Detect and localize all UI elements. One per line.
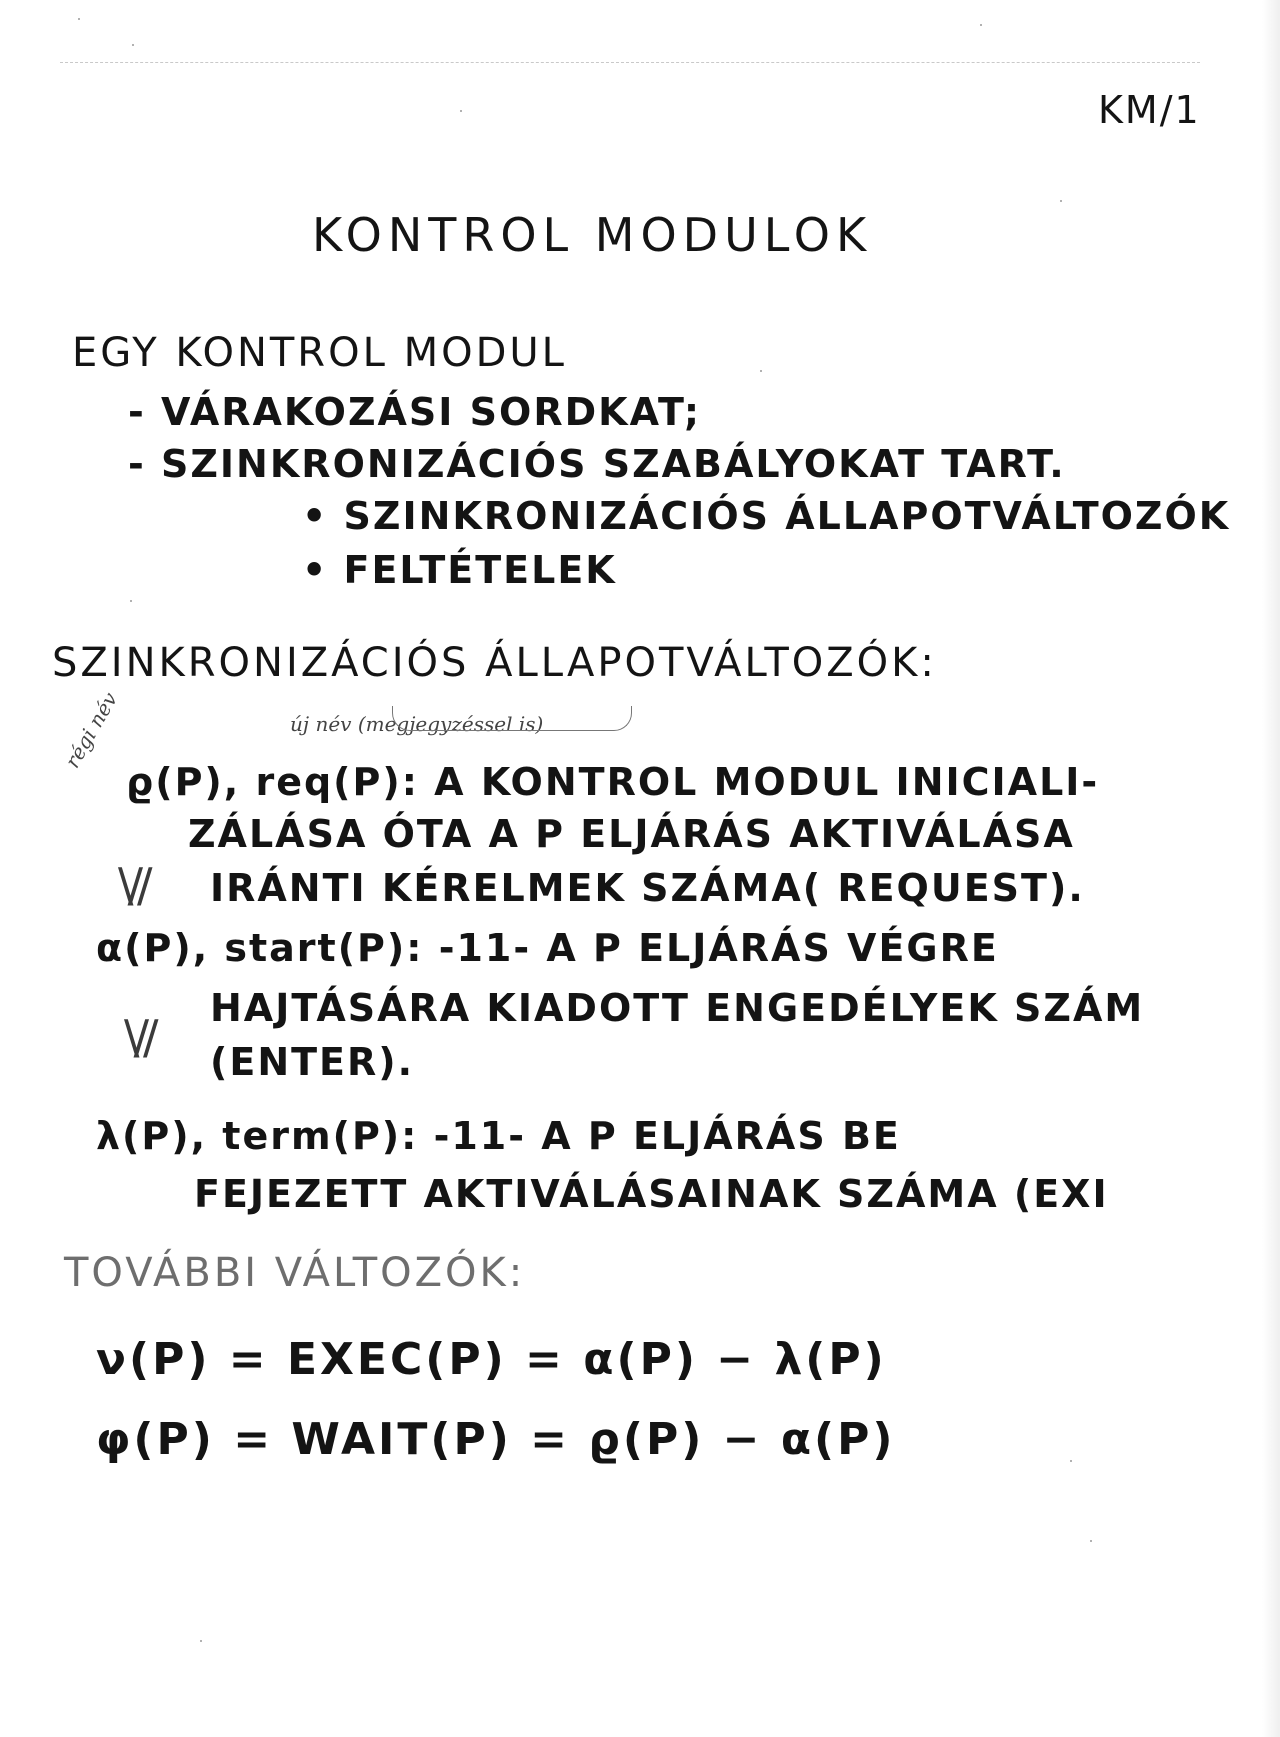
intro-heading: EGY KONTROL MODUL xyxy=(72,330,567,376)
page-edge-shadow xyxy=(1262,0,1280,1737)
scan-speck xyxy=(132,44,134,46)
entry-req-line-1: ϱ(P), req(P): A KONTROL MODUL INICIALI- xyxy=(126,760,1100,804)
formula-wait: φ(P) = WAIT(P) = ϱ(P) − α(P) xyxy=(96,1414,896,1465)
annotation-bracket xyxy=(392,706,632,731)
entry-start-line-2: HAJTÁSÁRA KIADOTT ENGEDÉLYEK SZÁM xyxy=(210,986,1145,1030)
intro-subitem-conditions: • FELTÉTELEK xyxy=(302,548,617,592)
top-dashed-rule xyxy=(60,62,1200,63)
entry-req-line-3: IRÁNTI KÉRELMEK SZÁMA( REQUEST). xyxy=(210,866,1085,910)
annotation-new-name: új név (megjegyzéssel is) xyxy=(290,712,544,736)
annotation-old-name: régi név xyxy=(60,688,123,772)
entry-req-line-2: ZÁLÁSA ÓTA A P ELJÁRÁS AKTIVÁLÁSA xyxy=(188,812,1075,856)
entry-start-line-1: α(P), start(P): -11- A P ELJÁRÁS VÉGRE xyxy=(96,926,999,970)
further-vars-heading: TOVÁBBI VÁLTOZÓK: xyxy=(64,1250,526,1296)
scan-speck xyxy=(1090,1540,1092,1542)
scan-speck xyxy=(130,600,132,602)
entry-term-line-2: FEJEZETT AKTIVÁLÁSAINAK SZÁMA (EXI xyxy=(194,1172,1109,1216)
sync-vars-heading: SZINKRONIZÁCIÓS ÁLLAPOTVÁLTOZÓK: xyxy=(52,640,937,686)
check-mark-2: \// xyxy=(124,1010,153,1064)
scan-speck xyxy=(78,18,80,20)
entry-start-line-3: (ENTER). xyxy=(210,1040,415,1084)
intro-subitem-statevars: • SZINKRONIZÁCIÓS ÁLLAPOTVÁLTOZÓK xyxy=(302,494,1231,538)
entry-term-line-1: λ(P), term(P): -11- A P ELJÁRÁS BE xyxy=(96,1114,901,1158)
scan-speck xyxy=(1060,200,1062,202)
scan-speck xyxy=(460,110,462,112)
scan-speck xyxy=(980,24,982,26)
check-mark-1: \// xyxy=(118,858,147,912)
scan-speck xyxy=(200,1640,202,1642)
formula-exec: ν(P) = EXEC(P) = α(P) − λ(P) xyxy=(96,1334,887,1385)
intro-item-rules: - SZINKRONIZÁCIÓS SZABÁLYOKAT TART. xyxy=(128,442,1066,486)
scan-speck xyxy=(760,370,762,372)
intro-item-queues: - VÁRAKOZÁSI SORDKAT; xyxy=(128,390,702,434)
scan-speck xyxy=(1070,1460,1072,1462)
page-code: KM/1 xyxy=(1098,88,1201,132)
page-title: KONTROL MODULOK xyxy=(312,208,873,262)
